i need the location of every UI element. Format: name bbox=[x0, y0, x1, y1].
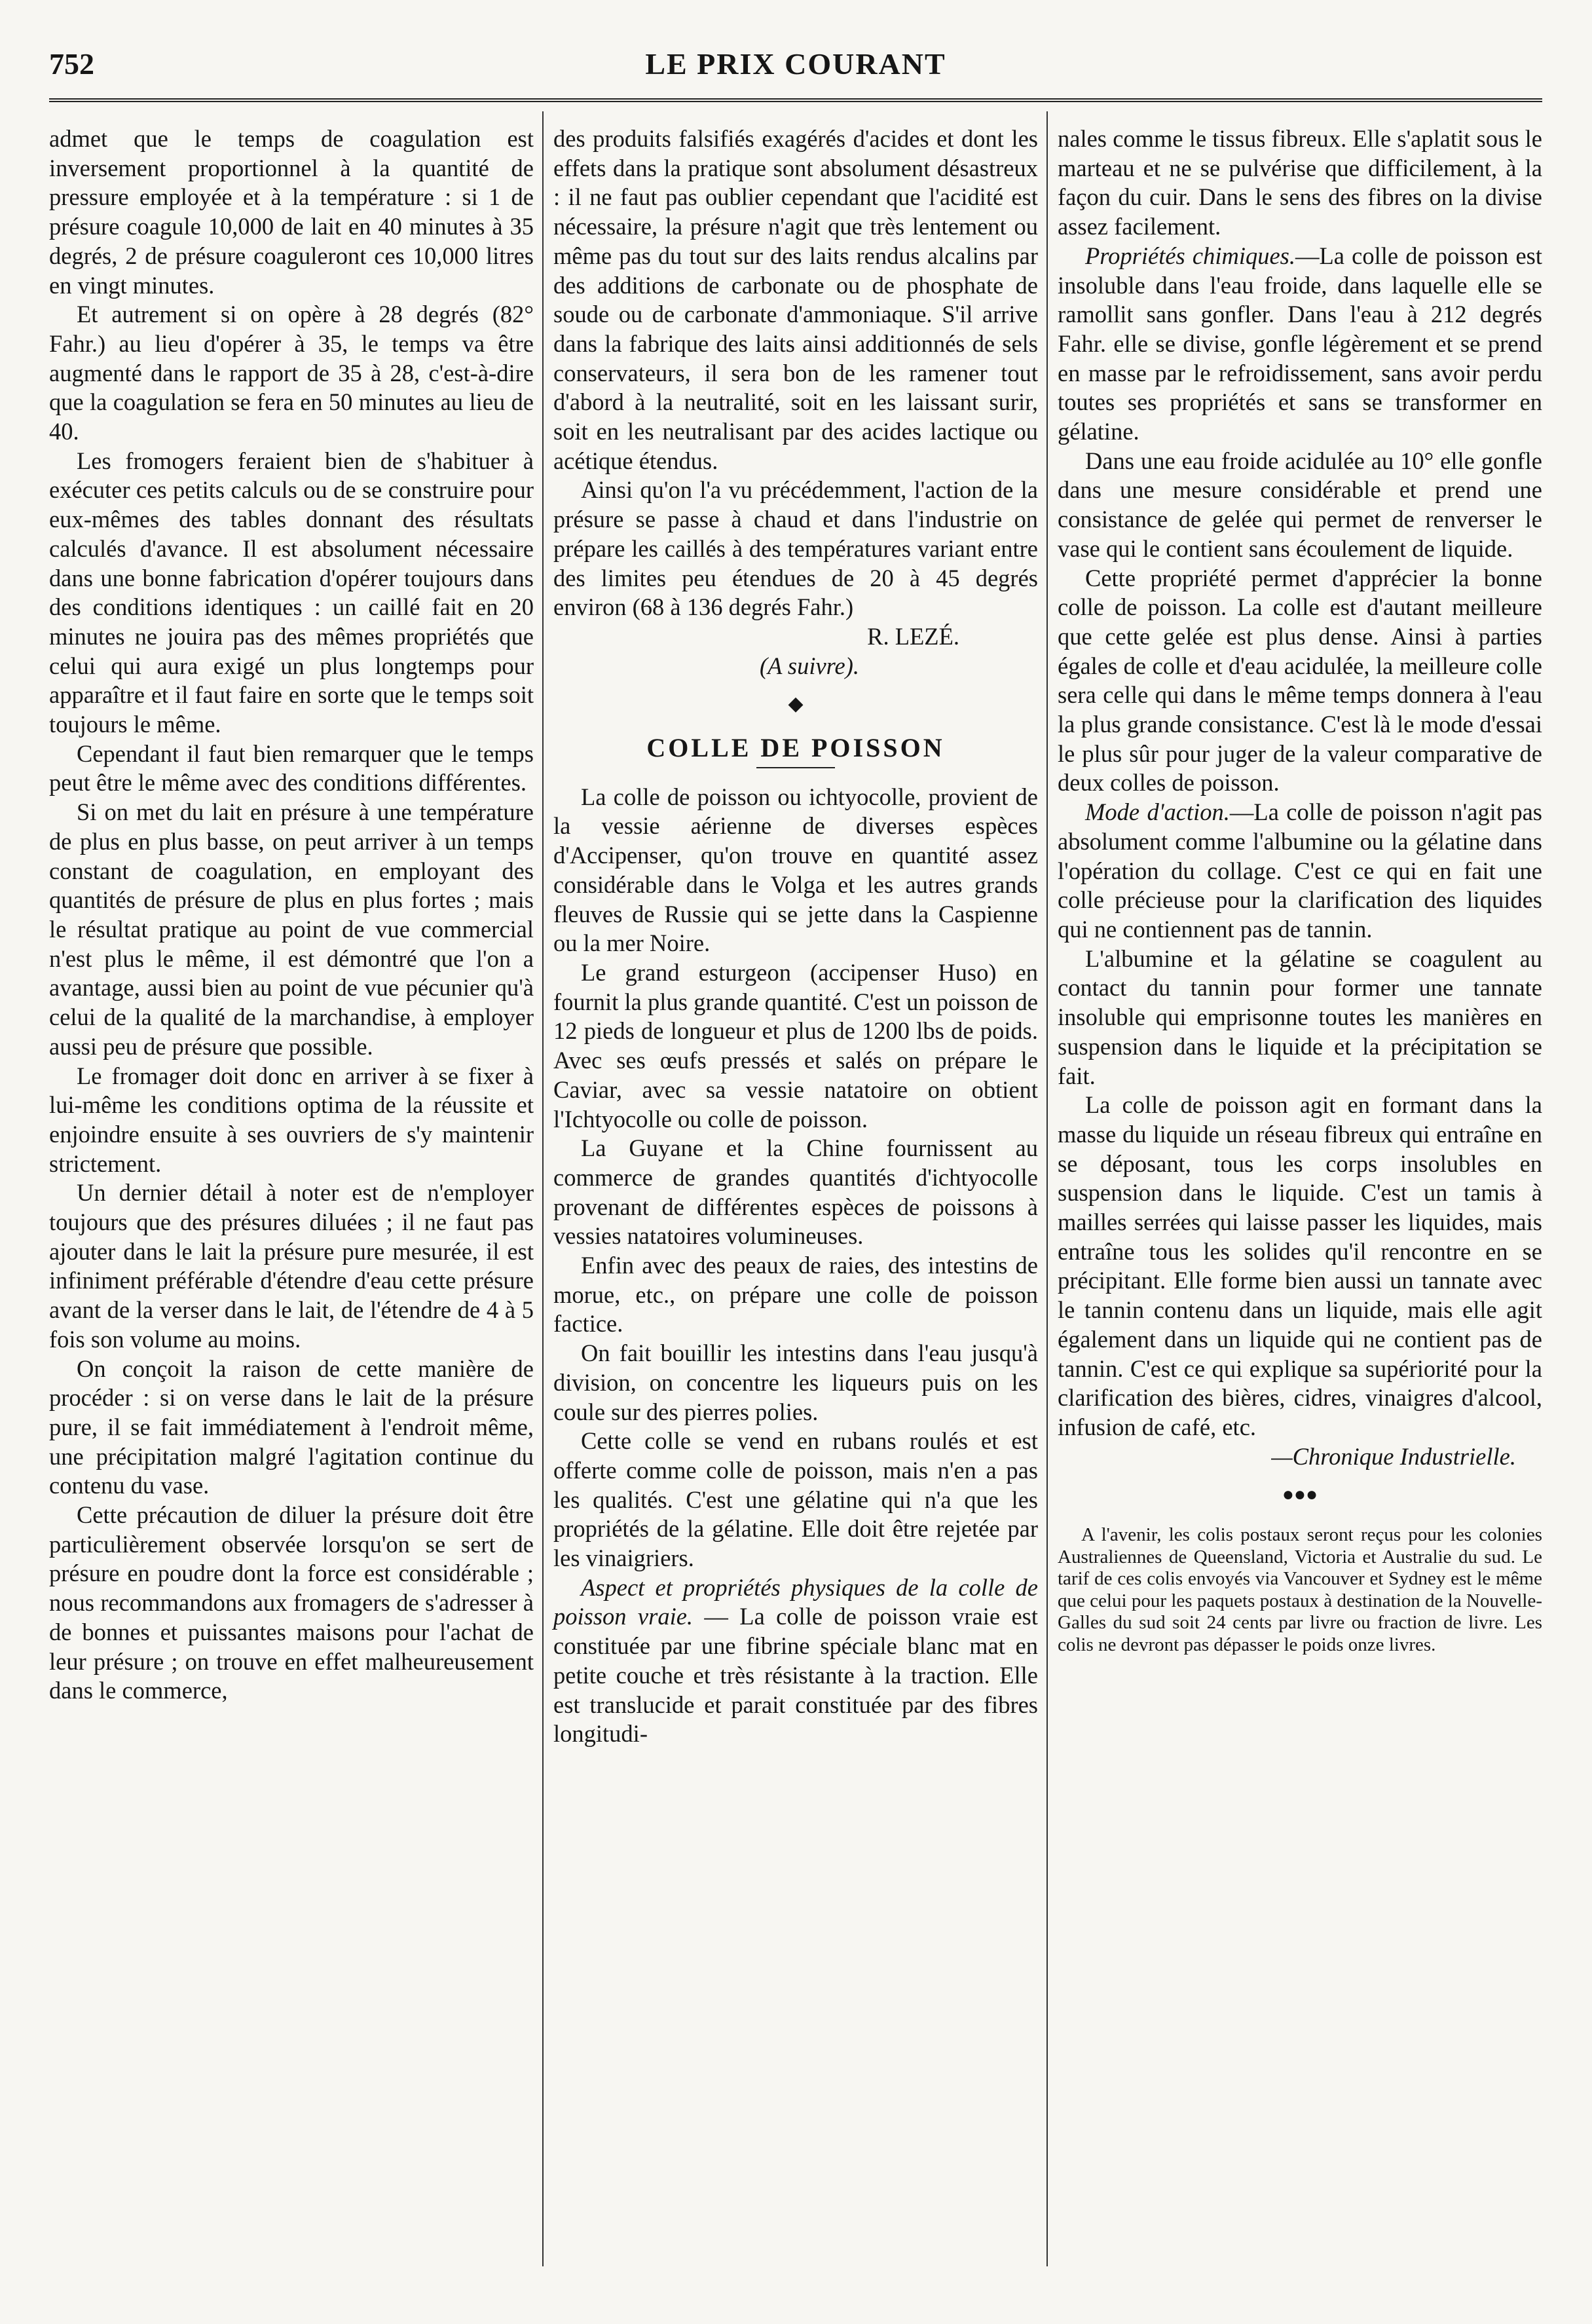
paragraph: Le grand esturgeon (accipenser Huso) en fournit la plus grande quantité. C'est un poisson de 12 pieds de longueur et plus de 1200 lbs de poids. Avec ses œufs pressés et salés on prépare le Caviar, avec sa vessie natatoire on obtient l'Ichtyocolle ou colle de poisson. bbox=[553, 958, 1038, 1133]
ornament-divider: ◆ bbox=[788, 693, 804, 715]
paragraph: Dans une eau froide acidulée au 10° elle gonfle dans une mesure considérable et prend une consistance de gelée qui permet de renverser le vase qui le contient sans écoulement de liquide. bbox=[1058, 447, 1542, 562]
paragraph: admet que le temps de coagulation est inversement proportionnel à la quantité de pressure employée et à la température : si 1 de présure coagule 10,000 de lait en 40 minutes à 35 degrés, 2 de présure coaguleront ces 10,000 litres en vingt minutes. bbox=[49, 125, 534, 299]
author-signature: R. LEZÉ. bbox=[867, 622, 959, 650]
paragraph: Le fromager doit donc en arriver à se fixer à lui-même les conditions optima de la réussite et enjoindre ensuite à ses ouvriers de s'y maintenir strictement. bbox=[49, 1062, 534, 1177]
paragraph: La colle de poisson ou ichtyocolle, provient de la vessie aérienne de diverses espèces d'Accipenser, qu'on trouve en quantité assez considérable dans le Volga et les autres grands fleuves de Russie qui se jette dans la Caspienne ou la mer Noire. bbox=[553, 783, 1038, 957]
paragraph: des produits falsifiés exagérés d'acides et dont les effets dans la pratique sont absolument désastreux : il ne faut pas oublier cependant que l'acidité est nécessaire, la présure n'agit que très lentement ou même pas du tout sur des laits rendus alcalins par des additions de carbonate ou de phosphate de soude ou de carbonate d'ammoniaque. S'il arrive dans la fabrique des laits ainsi additionnés de sels conservateurs, il sera bon de les ramener tout d'abord à la neutralité, soit en les laissant surir, soit en les neutralisant par des acides lactique ou acétique étendus. bbox=[553, 125, 1038, 474]
paragraph bbox=[1058, 242, 1542, 447]
subheading: Propriétés chimiques. bbox=[1085, 242, 1295, 269]
header-rule bbox=[49, 98, 1542, 102]
notice-text: A l'avenir, les colis postaux seront reçus pour les colonies Australiennes de Queensland, Victoria et Australie du sud. Le tarif de ces colis envoyés via Vancouver et Sydney est le même que celui pour les paquets postaux à destination de la Nouvelle-Galles du sud soit 24 cents par livre ou fraction de livre. Les colis ne devront pas dépasser le poids onze livres. bbox=[1058, 1524, 1542, 1656]
postal-notice bbox=[1058, 1524, 1542, 1657]
title-underline bbox=[756, 767, 835, 768]
paragraph: On fait bouillir les intestins dans l'eau jusqu'à division, on concentre les liqueurs puis on les coule sur des pierres polies. bbox=[553, 1340, 1038, 1425]
running-title: LE PRIX COURANT bbox=[645, 47, 946, 81]
column-1 bbox=[49, 124, 534, 1706]
page-number: 752 bbox=[49, 47, 94, 81]
paragraph: Cette colle se vend en rubans roulés et est offerte comme colle de poisson, mais n'en a pas les qualités. C'est une gélatine qui n'a que les propriétés de la gélatine. Elle doit être rejetée par les vinaigriers. bbox=[553, 1427, 1038, 1572]
ornament-divider: ●●● bbox=[1282, 1484, 1318, 1506]
paragraph-text: —La colle de poisson est insoluble dans l'eau froide, dans laquelle elle se ramollit sans gonfler. Dans l'eau à 212 degrés Fahr. elle se divise, gonfle légèrement et se prend en masse par le refroidissement, sans avoir perdu toutes ses propriétés et sans se transformer en gélatine. bbox=[1058, 242, 1542, 445]
paragraph: Un dernier détail à noter est de n'employer toujours que des présures diluées ; il ne faut pas ajouter dans le lait la présure pure mesurée, il est infiniment préférable d'étendre d'eau cette présure avant de la verser dans le lait, de l'étendre de 4 à 5 fois son volume au moins. bbox=[49, 1179, 534, 1353]
paragraph: Enfin avec des peaux de raies, des intestins de morue, etc., on prépare une colle de poisson factice. bbox=[553, 1252, 1038, 1338]
paragraph: Cette propriété permet d'apprécier la bonne colle de poisson. La colle est d'autant meilleure que cette gelée est plus dense. Ainsi à parties égales de colle et d'eau acidulée, la meilleure colle sera celle qui dans le même temps donnera à l'eau la plus grande consistance. C'est là le mode d'essai le plus sûr pour juger de la valeur comparative de deux colles de poisson. bbox=[1058, 564, 1542, 797]
paragraph: Et autrement si on opère à 28 degrés (82° Fahr.) au lieu d'opérer à 35, le temps va être augmenté dans le rapport de 35 à 28, c'est-à-dire que la coagulation se fera en 50 minutes au lieu de 40. bbox=[49, 301, 534, 445]
paragraph: Les fromogers feraient bien de s'habituer à exécuter ces petits calculs ou de se construire pour eux-mêmes des tables donnant des résultats calculés d'avance. Il est absolument nécessaire dans une bonne fabrication d'opérer toujours dans des conditions identiques : un caillé fait en 20 minutes ne jouira pas des mêmes propriétés que celui qui aura exigé un plus longtemps pour apparaître et il faut faire en sorte que le temps soit toujours le même. bbox=[49, 447, 534, 738]
page-header bbox=[49, 43, 1542, 95]
paragraph: La Guyane et la Chine fournissent au commerce de grandes quantités d'ichtyocolle provenant de différentes espèces de poissons à vessies natatoires volumineuses. bbox=[553, 1134, 1038, 1250]
paragraph: Cette précaution de diluer la présure doit être particulièrement observée lorsqu'on se sert de présure en poudre dont la force est considérable ; nous recommandons aux fromagers de s'adresser à de bonnes et puissantes maisons pour l'achat de leur présure ; on trouve en effet malheureusement dans le commerce, bbox=[49, 1501, 534, 1704]
paragraph: Si on met du lait en présure à une température de plus en plus basse, on peut arriver à un temps constant de coagulation, en employant des quantités de présure de plus en plus fortes ; mais le résultat pratique au point de vue commercial n'est plus le même, il est démontré que l'on a avantage, aussi bien au point de vue pécunier qu'à celui de la qualité de la marchandise, à employer aussi peu de présure que possible. bbox=[49, 798, 534, 1060]
to-be-continued: (A suivre). bbox=[759, 652, 860, 679]
subheading: Mode d'action. bbox=[1085, 798, 1230, 826]
paragraph bbox=[1058, 798, 1542, 945]
subheading: Aspect et propriétés physiques de la colle de poisson vraie. bbox=[553, 1573, 1038, 1630]
paragraph: Ainsi qu'on l'a vu précédemment, l'action de la présure se passe à chaud et dans l'industrie on prépare les caillés à des températures variant entre des limites peu étendues de 20 à 45 degrés environ (68 à 136 degrés Fahr.) bbox=[553, 476, 1038, 621]
paragraph: nales comme le tissus fibreux. Elle s'aplatit sous le marteau et ne se pulvérise que difficilement, à la façon du cuir. Dans le sens des fibres on la divise assez facilement. bbox=[1058, 125, 1542, 240]
paragraph-text: —La colle de poisson n'agit pas absolument comme l'albumine ou la gélatine dans l'opération du collage. C'est ce qui en fait une colle précieuse pour la clarification des liquides qui ne contiennent pas de tannin. bbox=[1058, 798, 1542, 943]
source-credit: —Chronique Industrielle. bbox=[1271, 1442, 1516, 1470]
column-divider bbox=[1046, 111, 1048, 2266]
column-divider bbox=[542, 111, 544, 2266]
paragraph: Cependant il faut bien remarquer que le temps peut être le même avec des conditions différentes. bbox=[49, 740, 534, 797]
paragraph-text: — La colle de poisson vraie est constituée par une fibrine spéciale blanc mat en petite couche et très résistante à la traction. Elle est translucide et parait constituée par des fibres longitudi- bbox=[553, 1603, 1039, 1748]
paragraph bbox=[553, 1573, 1038, 1749]
section-title: COLLE DE POISSON bbox=[646, 733, 945, 763]
paragraph: On conçoit la raison de cette manière de procéder : si on verse dans le lait de la présure pure, il se fait immédiatement à l'endroit même, une précipitation malgré l'agitation continue du contenu du vase. bbox=[49, 1355, 534, 1499]
column-3 bbox=[1058, 124, 1542, 1657]
paragraph: L'albumine et la gélatine se coagulent au contact du tannin pour former une tannate insoluble qui emprisonne toutes les manières en suspension dans le liquide et la précipitation se fait. bbox=[1058, 945, 1542, 1089]
column-2 bbox=[553, 124, 1038, 1749]
paragraph: La colle de poisson agit en formant dans la masse du liquide un réseau fibreux qui entraîne en se déposant, tous les corps insolubles en suspension dans le liquide. C'est un tamis à mailles serrées qui laisse passer les liquides, mais entraîne tous les solides qu'il rencontre en se précipitant. Elle forme bien aussi un tannate avec le tannin contenu dans un liquide, mais elle agit également dans un liquide qui ne contient pas de tannin. C'est ce qui explique sa supériorité pour la clarification des bières, cidres, vinaigres d'alcool, infusion de café, etc. bbox=[1058, 1091, 1542, 1440]
